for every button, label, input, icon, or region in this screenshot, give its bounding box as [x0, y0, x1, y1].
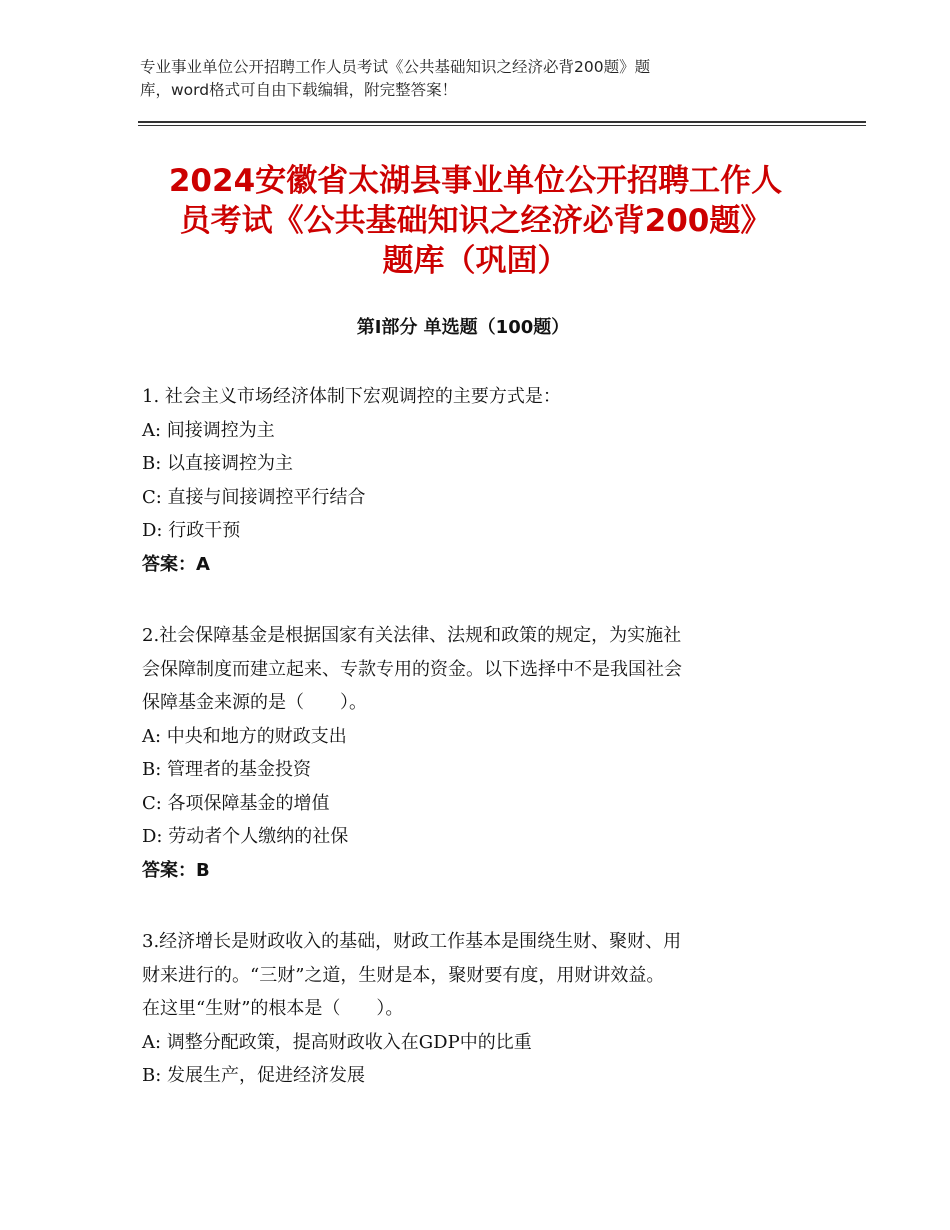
option-a: A: 间接调控为主	[142, 419, 275, 441]
question-text-line-2: 会保障制度而建立起来、专款专用的资金。以下选择中不是我国社会	[142, 658, 682, 680]
document-header	[140, 56, 780, 102]
option-c: C: 各项保障基金的增值	[142, 792, 330, 814]
question-text-line-3: 保障基金来源的是（ ）。	[142, 692, 367, 713]
header-line-1: 专业事业单位公开招聘工作人员考试《公共基础知识之经济必背200题》题	[140, 58, 651, 76]
question-text-line-1: 3.经济增长是财政收入的基础，财政工作基本是围绕生财、聚财、用	[142, 931, 682, 952]
title-line-2: 员考试《公共基础知识之经济必背200题》	[179, 203, 772, 239]
option-b: B: 以直接调控为主	[142, 453, 294, 474]
question-text-line-1: 2.社会保障基金是根据国家有关法律、法规和政策的规定，为实施社	[142, 625, 682, 646]
question-3	[142, 925, 802, 1093]
answer: 答案：A	[142, 553, 210, 575]
question-1	[142, 380, 802, 581]
document-title	[138, 161, 813, 281]
option-c: C: 直接与间接调控平行结合	[142, 486, 366, 508]
answer: 答案：B	[142, 859, 210, 881]
header-line-2: 库，word格式可自由下载编辑，附完整答案！	[140, 81, 458, 99]
title-line-3: 题库（巩固）	[382, 243, 569, 279]
header-rule-thin	[138, 125, 866, 126]
option-a: A: 调整分配政策，提高财政收入在GDP中的比重	[142, 1031, 532, 1053]
section-title: 第Ⅰ部分 单选题（100题）	[356, 317, 570, 338]
header-rule-thick	[138, 121, 866, 123]
question-2	[142, 619, 802, 887]
question-text-line-2: 财来进行的。“三财”之道，生财是本，聚财要有度，用财讲效益。	[142, 964, 665, 986]
option-b: B: 管理者的基金投资	[142, 759, 312, 780]
option-b: B: 发展生产，促进经济发展	[142, 1065, 366, 1086]
option-a: A: 中央和地方的财政支出	[142, 725, 347, 747]
option-d: D: 行政干预	[142, 520, 241, 541]
option-d: D: 劳动者个人缴纳的社保	[142, 826, 349, 847]
question-text-line-3: 在这里“生财”的根本是（ ）。	[142, 998, 404, 1019]
question-text: 1. 社会主义市场经济体制下宏观调控的主要方式是：	[142, 386, 561, 407]
title-line-1: 2024安徽省太湖县事业单位公开招聘工作人	[168, 163, 783, 199]
